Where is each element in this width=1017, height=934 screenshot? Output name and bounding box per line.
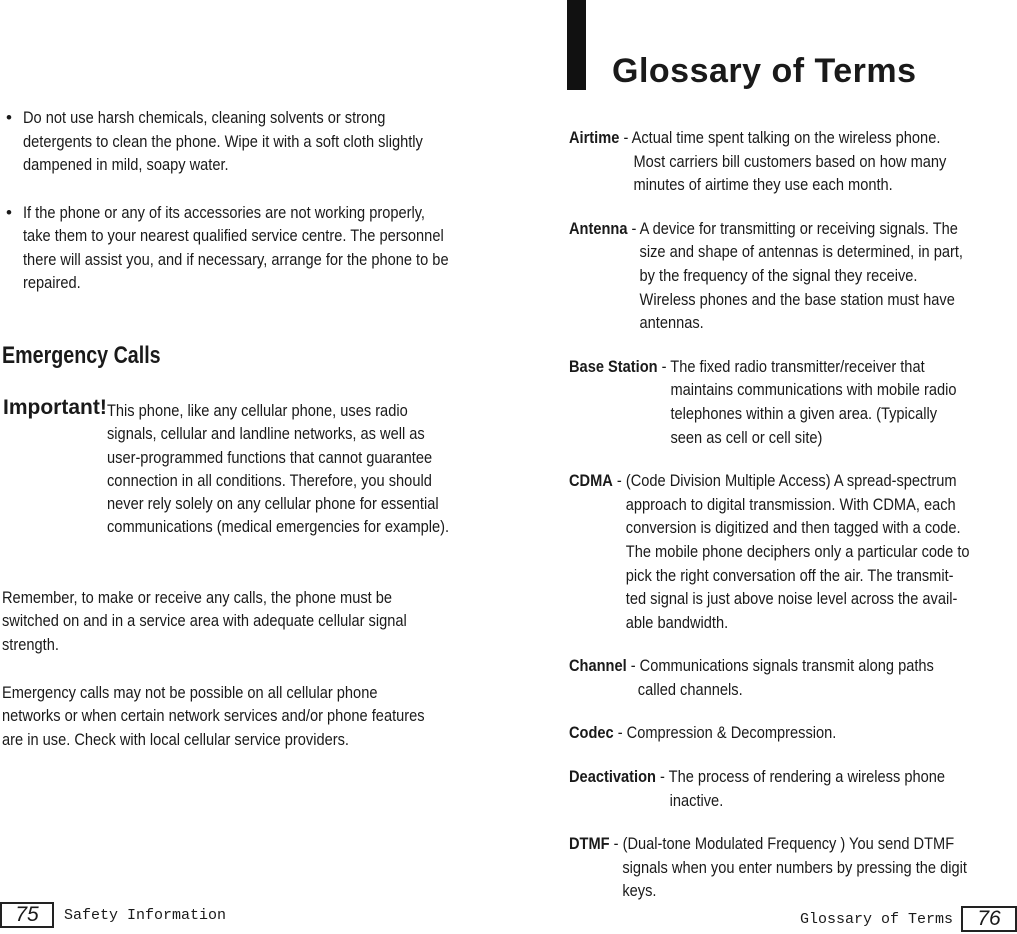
term-name: Airtime — [569, 128, 620, 147]
page-number-box — [961, 906, 1017, 932]
definition-line — [569, 355, 956, 379]
definition-text: A device for transmitting or receiving signals. The — [639, 218, 958, 238]
bullet-dot: • — [6, 202, 12, 222]
definition-text: by the frequency of the signal they receive. — [639, 265, 918, 285]
right-page — [560, 0, 1017, 934]
page-number: 76 — [977, 907, 1001, 930]
bullet-item — [6, 201, 476, 295]
title-bar-decoration — [567, 0, 586, 90]
glossary-list — [569, 126, 1017, 923]
term-name: Deactivation — [569, 767, 656, 787]
definition-text: Compression & Decompression. — [626, 723, 837, 743]
definition-line — [569, 217, 956, 241]
term-separator: - — [609, 834, 623, 854]
bullet-text: If the phone or any of its accessories are not working properly, take them to your nearest qualified service centre. The personnel there will assist you, and if necessary, arrange for the phone to be repaired. — [23, 202, 449, 292]
definition-line — [569, 378, 956, 402]
definition-text: telephones within a given area. (Typically — [670, 403, 938, 423]
glossary-entry — [569, 832, 1017, 903]
definition-line — [569, 402, 956, 426]
page-footer — [0, 902, 226, 928]
page-title: Glossary of Terms — [612, 52, 917, 90]
definition-text: The fixed radio transmitter/receiver that — [670, 356, 925, 376]
glossary-entry — [569, 765, 1017, 812]
term-separator: - — [612, 471, 626, 491]
bullet-dot: • — [6, 108, 12, 127]
definition-text: antennas. — [639, 313, 704, 333]
term-name: Antenna — [569, 218, 628, 238]
definition-line — [569, 150, 956, 174]
definition-text: Actual time spent talking on the wireless phone. — [631, 128, 941, 147]
definition-line — [569, 126, 956, 150]
definition-line — [569, 587, 956, 611]
definition-line — [569, 678, 956, 702]
term-name: CDMA — [569, 471, 613, 491]
definition-line — [569, 173, 956, 197]
definition-text: conversion is digitized and then tagged with a code. — [625, 518, 961, 538]
term-name: Base Station — [569, 356, 658, 376]
definition-line — [569, 654, 956, 678]
definition-text: able bandwidth. — [625, 612, 729, 632]
term-separator: - — [655, 767, 669, 787]
glossary-entry — [569, 654, 1017, 701]
glossary-entry — [569, 355, 1017, 449]
definition-text: Communications signals transmit along paths — [639, 656, 934, 676]
footer-label: Safety Information — [64, 906, 227, 924]
definition-line — [569, 879, 956, 903]
definition-text: (Code Division Multiple Access) A spread-spectrum — [625, 471, 957, 491]
definition-line — [569, 540, 970, 564]
bullet-text: Do not use harsh chemicals, cleaning solvents or strong detergents to clean the phone. Wipe it with a soft cloth slightly dampened in mild, soapy water. — [23, 108, 423, 174]
page-number: 75 — [15, 903, 39, 926]
definition-text: Wireless phones and the base station must have — [639, 289, 955, 309]
definition-line — [569, 240, 963, 264]
term-name: DTMF — [569, 834, 610, 854]
definition-line — [569, 611, 956, 635]
definition-line — [569, 765, 956, 789]
definition-text: signals when you enter numbers by pressing the digit — [622, 857, 967, 877]
term-separator: - — [613, 723, 627, 743]
term-separator: - — [619, 128, 632, 147]
definition-line — [569, 426, 956, 450]
glossary-entry — [569, 217, 1017, 335]
definition-text: minutes of airtime they use each month. — [633, 175, 893, 195]
paragraph: Remember, to make or receive any calls, the phone must be switched on and in a service area with adequate cellular signal strength. — [2, 588, 407, 654]
left-page — [0, 0, 500, 934]
term-separator: - — [626, 656, 640, 676]
bullet-item — [6, 106, 476, 177]
definition-text: approach to digital transmission. With CDMA, each — [625, 494, 956, 514]
paragraph: Emergency calls may not be possible on all cellular phone networks or when certain network services and/or phone features are in use. Check with local cellular service providers. — [2, 683, 425, 749]
definition-text: maintains communications with mobile radio — [670, 380, 957, 400]
important-text: This phone, like any cellular phone, uses radio signals, cellular and landline networks, as well as user-programmed functions that cannot guarantee connection in all conditions. Therefore, you should never rely solely on any cellular phone for essential communications (medical emergencies for example). — [107, 401, 450, 537]
glossary-entry — [569, 126, 1017, 197]
term-name: Codec — [569, 723, 614, 743]
term-separator: - — [627, 218, 640, 238]
definition-text: seen as cell or cell site) — [670, 427, 823, 447]
page-number-box — [0, 902, 54, 928]
section-title: Emergency Calls — [2, 342, 161, 369]
definition-line — [569, 264, 956, 288]
definition-line — [569, 469, 956, 493]
definition-text: pick the right conversation off the air. The transmit- — [625, 565, 954, 585]
definition-text: (Dual-tone Modulated Frequency ) You send DTMF — [622, 834, 955, 854]
definition-line — [569, 493, 956, 517]
glossary-entry — [569, 469, 1017, 634]
definition-line — [569, 721, 956, 745]
definition-text: inactive. — [669, 790, 724, 810]
definition-line — [569, 288, 956, 312]
page-footer — [800, 906, 1017, 932]
definition-line — [569, 311, 956, 335]
definition-text: Most carriers bill customers based on how many — [633, 151, 947, 171]
definition-text: size and shape of antennas is determined, in part, — [639, 242, 963, 262]
important-label: Important! — [3, 396, 107, 419]
definition-text: The mobile phone deciphers only a particular code to — [625, 541, 970, 561]
definition-line — [569, 789, 956, 813]
glossary-entry — [569, 721, 1017, 745]
definition-line — [569, 832, 956, 856]
definition-text: ted signal is just above noise level across the avail- — [625, 589, 958, 609]
definition-text: The process of rendering a wireless phone — [668, 767, 945, 787]
footer-label: Glossary of Terms — [799, 910, 953, 928]
definition-text: called channels. — [637, 679, 743, 699]
care-bullet-list — [6, 106, 476, 319]
definition-line — [569, 516, 961, 540]
definition-line — [569, 564, 956, 588]
term-separator: - — [657, 356, 671, 376]
term-name: Channel — [569, 656, 627, 676]
definition-text: keys. — [622, 881, 657, 901]
definition-line — [569, 856, 967, 880]
